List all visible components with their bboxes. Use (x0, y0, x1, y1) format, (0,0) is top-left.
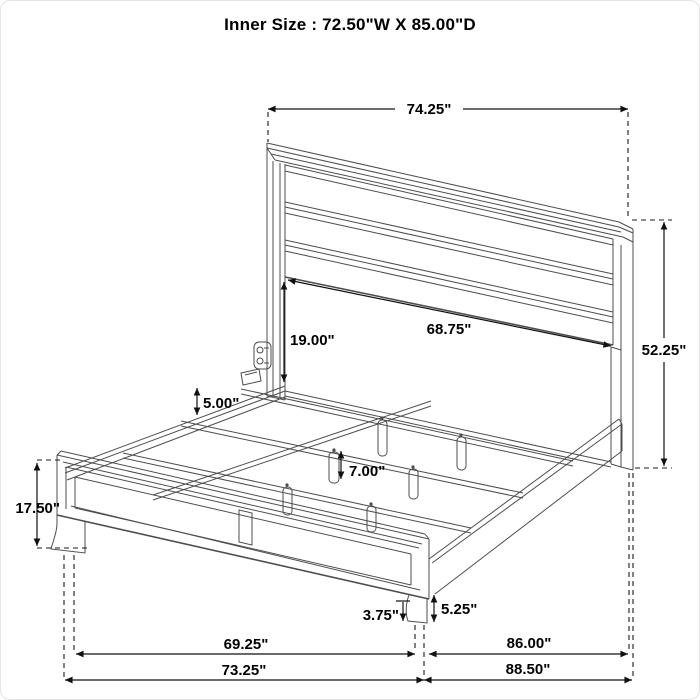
label-overall-length: 88.50" (505, 661, 551, 678)
label-overall-width: 74.25" (406, 101, 452, 118)
label-headboard-inner-width: 68.75" (426, 321, 472, 338)
bed-frame-drawing (51, 143, 633, 623)
label-footboard-height: 17.50" (15, 500, 60, 517)
label-headboard-leg-height: 19.00" (290, 332, 335, 349)
label-frame-floor-clearance: 5.25" (441, 601, 478, 618)
headboard-crown (267, 143, 633, 242)
label-rail-spacing: 5.00" (203, 395, 240, 412)
dimension-lines (37, 109, 664, 680)
label-footboard-outer-width: 73.25" (221, 662, 267, 679)
frame-rails (65, 386, 611, 500)
headboard-panel (285, 164, 613, 345)
extension-lines (37, 112, 672, 677)
label-support-leg-height: 7.00" (349, 463, 386, 480)
label-footboard-inner-width: 69.25" (223, 636, 269, 653)
dimension-labels (15, 101, 686, 679)
diagram-title: Inner Size : 72.50"W X 85.00"D (224, 15, 476, 34)
bed-line-drawing (1, 1, 700, 700)
frame-slats (123, 389, 573, 533)
label-frame-inner-length: 86.00" (506, 635, 552, 652)
label-foot-height: 3.75" (362, 607, 399, 624)
label-headboard-height: 52.25" (641, 342, 687, 359)
headboard-leg-left (267, 148, 285, 400)
side-rail-right (429, 419, 622, 594)
